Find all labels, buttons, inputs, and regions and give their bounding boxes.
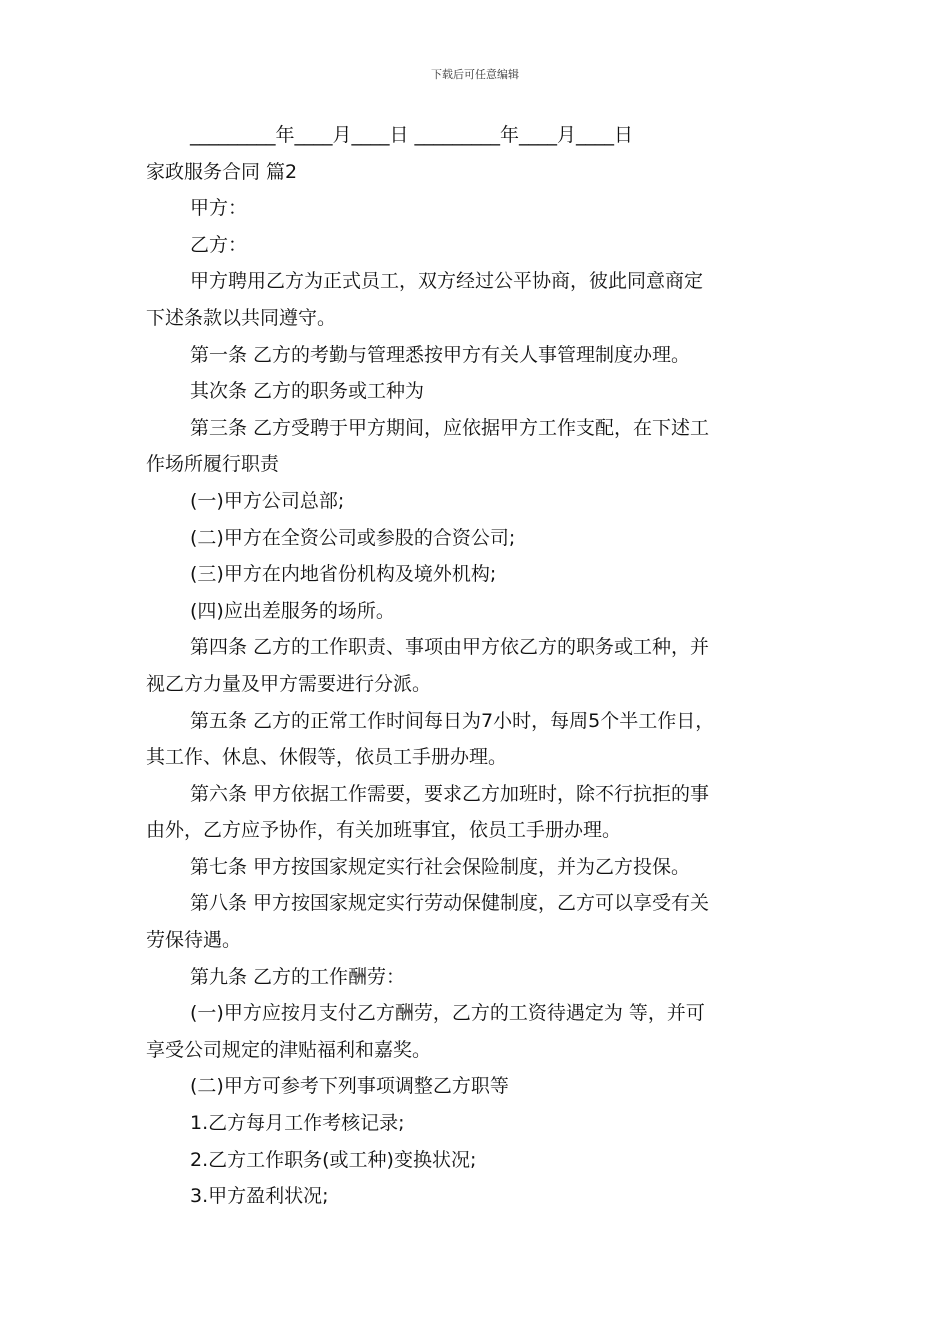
document-body bbox=[146, 117, 820, 1215]
contract-line: 由外，乙方应予协作，有关加班事宜，依员工手册办理。 bbox=[146, 819, 622, 842]
contract-line: 第八条 甲方按国家规定实行劳动保健制度，乙方可以享受有关 bbox=[190, 892, 710, 915]
contract-line: 视乙方力量及甲方需要进行分派。 bbox=[146, 672, 432, 695]
contract-line: 第六条 甲方依据工作需要，要求乙方加班时，除不行抗拒的事 bbox=[190, 782, 710, 805]
contract-line: 其工作、休息、休假等，依员工手册办理。 bbox=[146, 746, 508, 769]
page-header-note: 下载后可任意编辑 bbox=[431, 68, 519, 81]
contract-line: (二)甲方可参考下列事项调整乙方职等 bbox=[190, 1075, 509, 1098]
contract-line: (四)应出差服务的场所。 bbox=[190, 599, 395, 622]
contract-clauses bbox=[146, 263, 820, 1214]
contract-line: 下述条款以共同遵守。 bbox=[146, 306, 337, 329]
contract-line: 劳保待遇。 bbox=[146, 929, 242, 952]
contract-line: 第三条 乙方受聘于甲方期间，应依据甲方工作支配，在下述工 bbox=[190, 416, 710, 439]
section-title: 家政服务合同 篇2 bbox=[146, 160, 298, 183]
contract-line: 第一条 乙方的考勤与管理悉按甲方有关人事管理制度办理。 bbox=[190, 343, 691, 366]
contract-line: 第九条 乙方的工作酬劳： bbox=[190, 965, 406, 988]
contract-line: (二)甲方在全资公司或参股的合资公司; bbox=[190, 526, 516, 549]
contract-line: 第五条 乙方的正常工作时间每日为7小时，每周5个半工作日， bbox=[190, 709, 715, 732]
contract-line: 作场所履行职责 bbox=[146, 453, 280, 476]
party-b-label: 乙方： bbox=[190, 233, 248, 256]
contract-line: 3.甲方盈利状况; bbox=[190, 1185, 329, 1208]
contract-line: 1.乙方每月工作考核记录; bbox=[190, 1112, 405, 1135]
contract-line: (一)甲方公司总部; bbox=[190, 489, 345, 512]
contract-line: 享受公司规定的津贴福利和嘉奖。 bbox=[146, 1038, 432, 1061]
date-signature-line: _________年____月____日 _________年____月____日 bbox=[190, 124, 634, 146]
contract-line: (一)甲方应按月支付乙方酬劳，乙方的工资待遇定为 等，并可 bbox=[190, 1002, 705, 1025]
party-a-label: 甲方： bbox=[190, 197, 248, 220]
contract-line: 其次条 乙方的职务或工种为 bbox=[190, 380, 425, 403]
contract-line: 第七条 甲方按国家规定实行社会保险制度，并为乙方投保。 bbox=[190, 855, 691, 878]
contract-line: 2.乙方工作职务(或工种)变换状况; bbox=[190, 1148, 477, 1171]
contract-line: (三)甲方在内地省份机构及境外机构; bbox=[190, 563, 497, 586]
contract-line: 第四条 乙方的工作职责、事项由甲方依乙方的职务或工种，并 bbox=[190, 636, 710, 659]
contract-line: 甲方聘用乙方为正式员工，双方经过公平协商，彼此同意商定 bbox=[190, 270, 704, 293]
